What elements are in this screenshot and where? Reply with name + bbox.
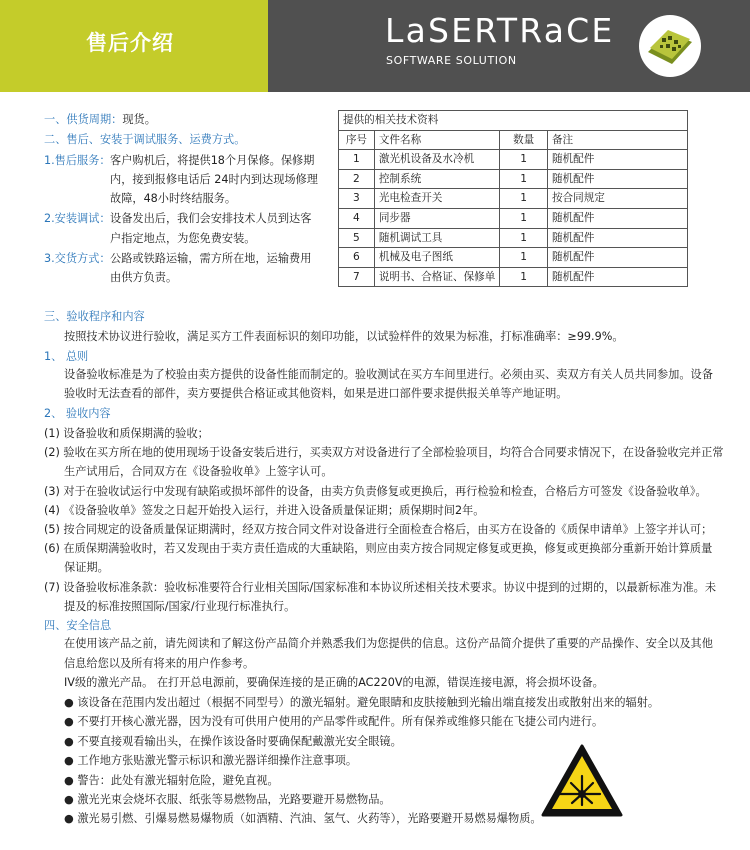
cell: 1 [500, 169, 548, 189]
safety-line: IV级的激光产品。 在打开总电源前，要确保连接的是正确的AC220V的电源，错误连接电源，将会损坏设备。 [64, 676, 604, 689]
section-1-heading: 一、供货周期： [44, 113, 123, 126]
after-sale-line: 客户购机后，将提供18个月保修。保修期 [110, 154, 315, 167]
table-row [339, 228, 688, 248]
cell: 1 [500, 228, 548, 248]
cell: 按合同规定 [547, 189, 687, 209]
laser-warning-icon [540, 743, 624, 819]
cell: 1 [500, 208, 548, 228]
delivery-line: 由供方负责。 [110, 271, 178, 284]
table-row [339, 189, 688, 209]
table-row [339, 267, 688, 287]
header-brand-panel [268, 0, 750, 92]
after-sale-line: 故障，48小时终结服务。 [110, 192, 237, 205]
header-cell: 备注 [547, 130, 687, 150]
acceptance-item: (6) 在质保期满验收时，若又发现由于卖方责任造成的大重缺陷，则应由卖方按合同规定修复或更换，修复或更换部分重新开始计算质量 [44, 542, 713, 555]
safety-line: 在使用该产品之前，请先阅读和了解这份产品简介并熟悉我们为您提供的信息。这份产品简介提供了重要的产品操作、安全以及其他 [64, 637, 713, 650]
cell: 随机配件 [547, 228, 687, 248]
acceptance-item: 保证期。 [64, 561, 109, 574]
cell: 4 [339, 208, 375, 228]
cell: 随机配件 [547, 169, 687, 189]
after-sale-label: 1.售后服务： [44, 154, 111, 167]
header-cell: 序号 [339, 130, 375, 150]
cell: 光电检查开关 [374, 189, 500, 209]
safety-bullet: ● 工作地方张贴激光警示标识和激光器详细操作注意事项。 [64, 754, 358, 767]
header-title-panel [0, 0, 268, 92]
acceptance-item: (2) 验收在买方所在地的使用现场于设备安装后进行，买卖双方对设备进行了全部检验项目，均符合合同要求情况下，在设备验收完并正常 [44, 446, 724, 459]
cell: 随机调试工具 [374, 228, 500, 248]
brand-subtitle: SOFTWARE SOLUTION [386, 54, 517, 67]
cell: 随机配件 [547, 150, 687, 170]
section-4-heading: 四、安全信息 [44, 619, 112, 632]
safety-bullet: ● 该设备在范围内发出超过（根据不同型号）的激光辐射。避免眼睛和皮肤接触到光输出端直接发出或散射出来的辐射。 [64, 696, 660, 709]
general-line: 设备验收标准是为了校验由卖方提供的设备性能而制定的。验收测试在买方车间里进行。必须由买、卖双方有关人员共同参加。设备 [64, 368, 713, 381]
safety-bullet: ● 警告：此处有激光辐射危险，避免直视。 [64, 774, 279, 787]
table-row [339, 208, 688, 228]
safety-bullet: ● 激光易引燃、引爆易燃易爆物质（如酒精、汽油、氢气、火药等），光路要避开易燃易爆物质。 [64, 812, 542, 825]
cell: 随机配件 [547, 208, 687, 228]
section-3-heading: 三、验收程序和内容 [44, 310, 145, 323]
safety-bullet: ● 激光光束会烧坏衣服、纸张等易燃物品，光路要避开易燃物品。 [64, 793, 391, 806]
cell: 5 [339, 228, 375, 248]
safety-bullet: ● 不要直接观看输出头，在操作该设备时要确保配戴激光安全眼镜。 [64, 735, 402, 748]
cell: 说明书、合格证、保修单 [374, 267, 500, 287]
table-row [339, 248, 688, 268]
section-2-heading: 二、售后、安装于调试服务、运费方式。 [44, 133, 246, 146]
cell: 控制系统 [374, 169, 500, 189]
safety-line: 信息给您以及所有将来的用户作参考。 [64, 657, 255, 670]
brand-name: LaSERTRaCE [385, 11, 615, 50]
general-heading: 1、 总则 [44, 350, 89, 363]
cell: 1 [500, 248, 548, 268]
acceptance-item: (4) 《设备验收单》签发之日起开始投入运行，并进入设备质量保证期；质保期时间2年。 [44, 504, 485, 517]
cell: 同步器 [374, 208, 500, 228]
delivery-line: 公路或铁路运输，需方所在地，运输费用 [110, 252, 312, 265]
cell: 1 [339, 150, 375, 170]
acceptance-item: (3) 对于在验收试运行中发现有缺陷或损坏部件的设备，由卖方负责修复或更换后，再行检验和检查，合格后方可签发《设备验收单》。 [44, 485, 707, 498]
table-row [339, 169, 688, 189]
cell: 1 [500, 150, 548, 170]
cell: 1 [500, 267, 548, 287]
header-cell: 文件名称 [374, 130, 500, 150]
cell: 随机配件 [547, 248, 687, 268]
cell: 机械及电子图纸 [374, 248, 500, 268]
cell: 3 [339, 189, 375, 209]
cell: 7 [339, 267, 375, 287]
cell: 随机配件 [547, 267, 687, 287]
table-header-row [339, 130, 688, 150]
acceptance-item: 生产试用后，合同双方在《设备验收单》上签字认可。 [64, 465, 333, 478]
page-title: 售后介绍 [86, 31, 174, 55]
acceptance-item: 提及的标准按照国际/国家/行业现行标准执行。 [64, 600, 296, 613]
laser-chip-badge-icon [638, 14, 702, 78]
safety-bullet: ● 不要打开核心激光器，因为没有可供用户使用的产品零件或配件。所有保养或维修只能在飞捷公司内进行。 [64, 715, 604, 728]
install-line: 设备发出后，我们会安排技术人员到达客 [110, 212, 312, 225]
table-caption: 提供的相关技术资料 [339, 111, 688, 131]
delivery-label: 3.交货方式： [44, 252, 111, 265]
install-line: 户指定地点，为您免费安装。 [110, 232, 256, 245]
table-row [339, 150, 688, 170]
install-label: 2.安装调试： [44, 212, 111, 225]
acceptance-item: (7) 设备验收标准条款：验收标准要符合行业相关国际/国家标准和本协议所述相关技术要求。协议中提到的过期的，以最新标准为准。未 [44, 581, 717, 594]
acceptance-item: (5) 按合同规定的设备质量保证期满时，经双方按合同文件对设备进行全面检查合格后，由买方在设备的《质保申请单》上签字并认可； [44, 523, 713, 536]
supply-period-value: 现货。 [122, 113, 156, 126]
cell: 激光机设备及水冷机 [374, 150, 500, 170]
acceptance-intro: 按照技术协议进行验收，满足买方工件表面标识的刻印功能，以试验样件的效果为标准，打标准确率：≥99.9%。 [64, 330, 624, 343]
header-cell: 数量 [500, 130, 548, 150]
tech-docs-table [338, 110, 688, 287]
cell: 6 [339, 248, 375, 268]
supply-period [44, 114, 156, 125]
content-heading: 2、 验收内容 [44, 407, 111, 420]
after-sale-line: 内，接到报修电话后 24时内到达现场修理 [110, 173, 318, 186]
general-line: 验收时无法查看的部件，卖方要提供合格证或其他资料，如果是进口部件要求提供报关单等产地证明。 [64, 387, 568, 400]
cell: 2 [339, 169, 375, 189]
cell: 1 [500, 189, 548, 209]
acceptance-item: (1) 设备验收和质保期满的验收； [44, 427, 209, 440]
